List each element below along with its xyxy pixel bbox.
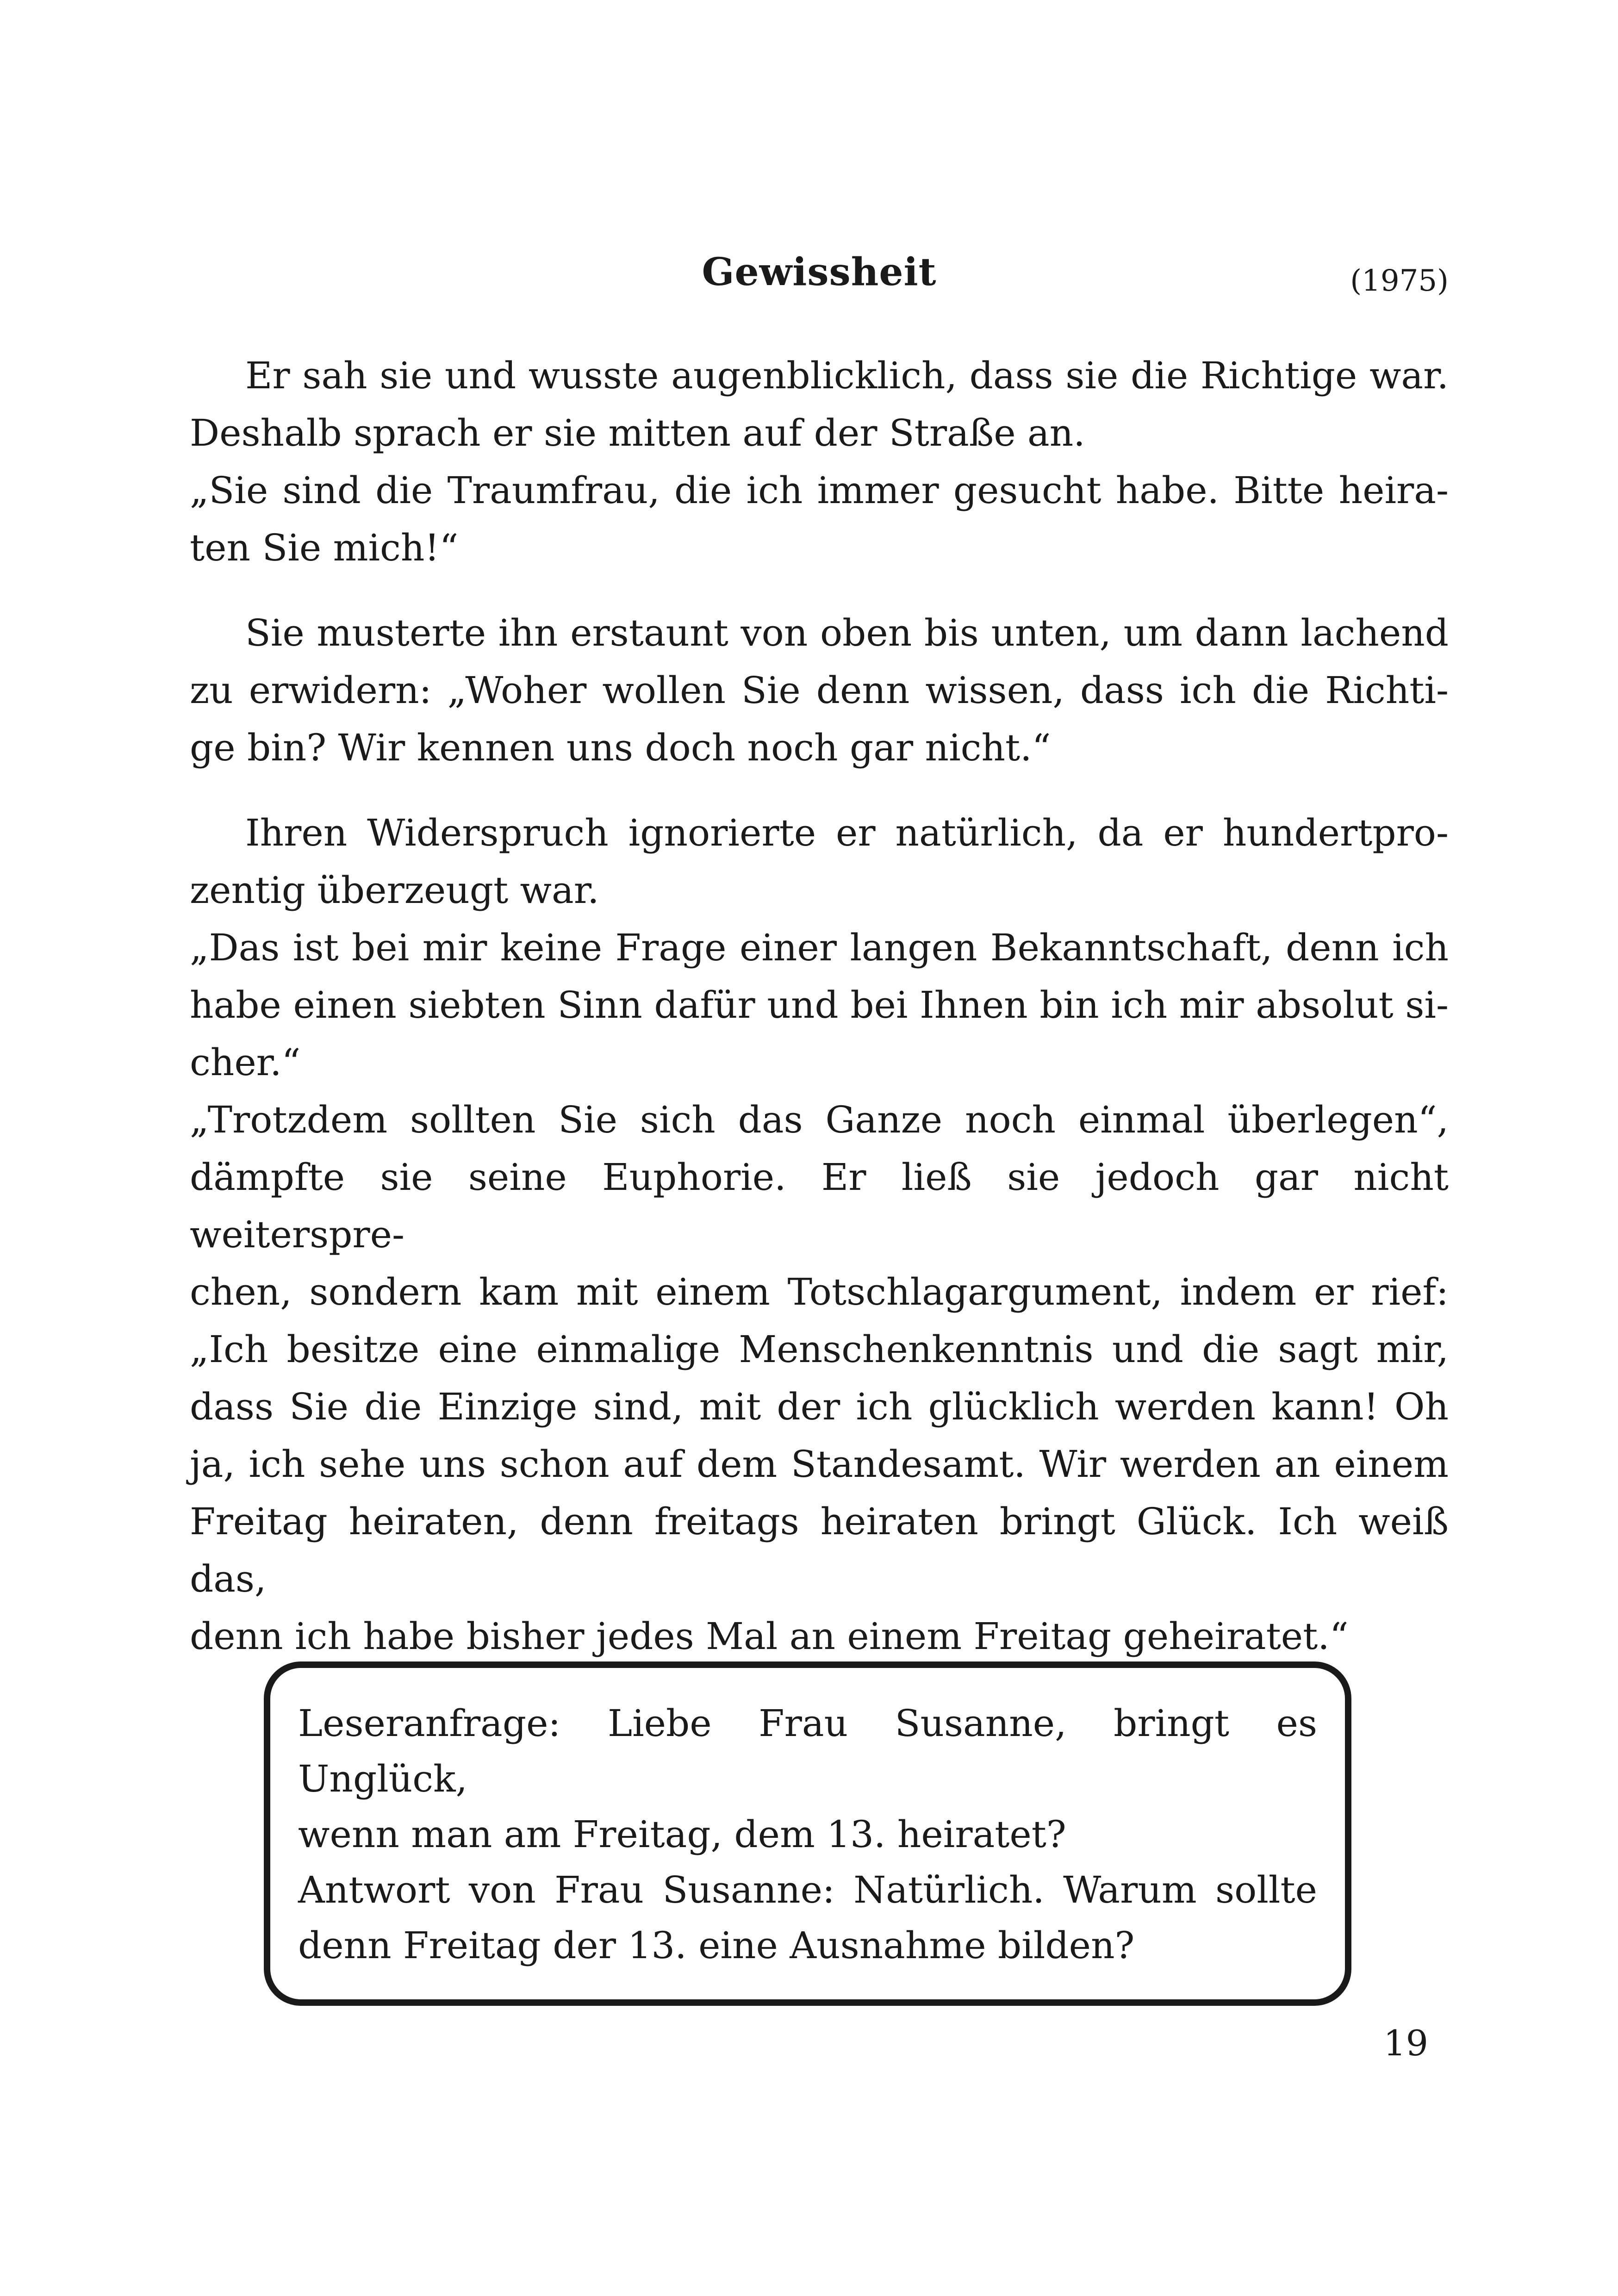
text-line: ge bin? Wir kennen uns doch noch gar nicht.“ xyxy=(190,726,1051,769)
page-number: 19 xyxy=(1383,2022,1428,2064)
text-line: cher.“ xyxy=(190,1041,301,1084)
text-line: dämpfte sie seine Euphorie. Er ließ sie jedoch gar nicht weiterspre- xyxy=(190,1156,1449,1256)
text-line: „Sie sind die Traumfrau, die ich immer gesucht habe. Bitte heira- xyxy=(190,469,1449,512)
story-body xyxy=(190,347,1449,1665)
text-line: denn ich habe bisher jedes Mal an einem Freitag geheiratet.“ xyxy=(190,1615,1349,1658)
text-line: Sie musterte ihn erstaunt von oben bis unten, um dann lachend xyxy=(245,611,1449,654)
box-line: Leseranfrage: Liebe Frau Susanne, bringt es Unglück, xyxy=(298,1702,1317,1800)
text-line: Freitag heiraten, denn freitags heiraten bringt Glück. Ich weiß das, xyxy=(190,1500,1449,1600)
reader-question-box xyxy=(264,1661,1351,2006)
box-line: denn Freitag der 13. eine Ausnahme bilden? xyxy=(298,1924,1135,1967)
paragraph-1 xyxy=(190,347,1449,577)
text-line: ten Sie mich!“ xyxy=(190,526,459,569)
text-line: „Das ist bei mir keine Frage einer langen Bekanntschaft, denn ich xyxy=(190,926,1449,969)
text-line: zentig überzeugt war. xyxy=(190,869,599,912)
page-content xyxy=(190,241,1449,1693)
story-title: Gewissheit xyxy=(702,250,937,294)
text-line: Deshalb sprach er sie mitten auf der Straße an. xyxy=(190,411,1085,454)
text-line: Er sah sie und wusste augenblicklich, dass sie die Richtige war. xyxy=(245,354,1449,397)
text-line: ja, ich sehe uns schon auf dem Standesamt. Wir werden an einem xyxy=(190,1443,1449,1486)
box-line: wenn man am Freitag, dem 13. heiratet? xyxy=(298,1813,1066,1856)
title-row xyxy=(190,241,1449,305)
text-line: „Trotzdem sollten Sie sich das Ganze noch einmal überlegen“, xyxy=(190,1098,1449,1141)
text-line: „Ich besitze eine einmalige Menschenkenntnis und die sagt mir, xyxy=(190,1328,1449,1371)
story-year: (1975) xyxy=(1350,264,1449,298)
text-line: habe einen siebten Sinn dafür und bei Ihnen bin ich mir absolut si- xyxy=(190,983,1449,1027)
text-line: Ihren Widerspruch ignorierte er natürlich, da er hundertpro- xyxy=(245,811,1449,854)
box-line: Antwort von Frau Susanne: Natürlich. Warum sollte xyxy=(298,1868,1317,1911)
text-line: dass Sie die Einzige sind, mit der ich glücklich werden kann! Oh xyxy=(190,1385,1449,1428)
text-line: chen, sondern kam mit einem Totschlagargument, indem er rief: xyxy=(190,1270,1449,1313)
paragraph-3 xyxy=(190,804,1449,1665)
text-line: zu erwidern: „Woher wollen Sie denn wissen, dass ich die Richti- xyxy=(190,669,1449,712)
paragraph-2 xyxy=(190,604,1449,777)
